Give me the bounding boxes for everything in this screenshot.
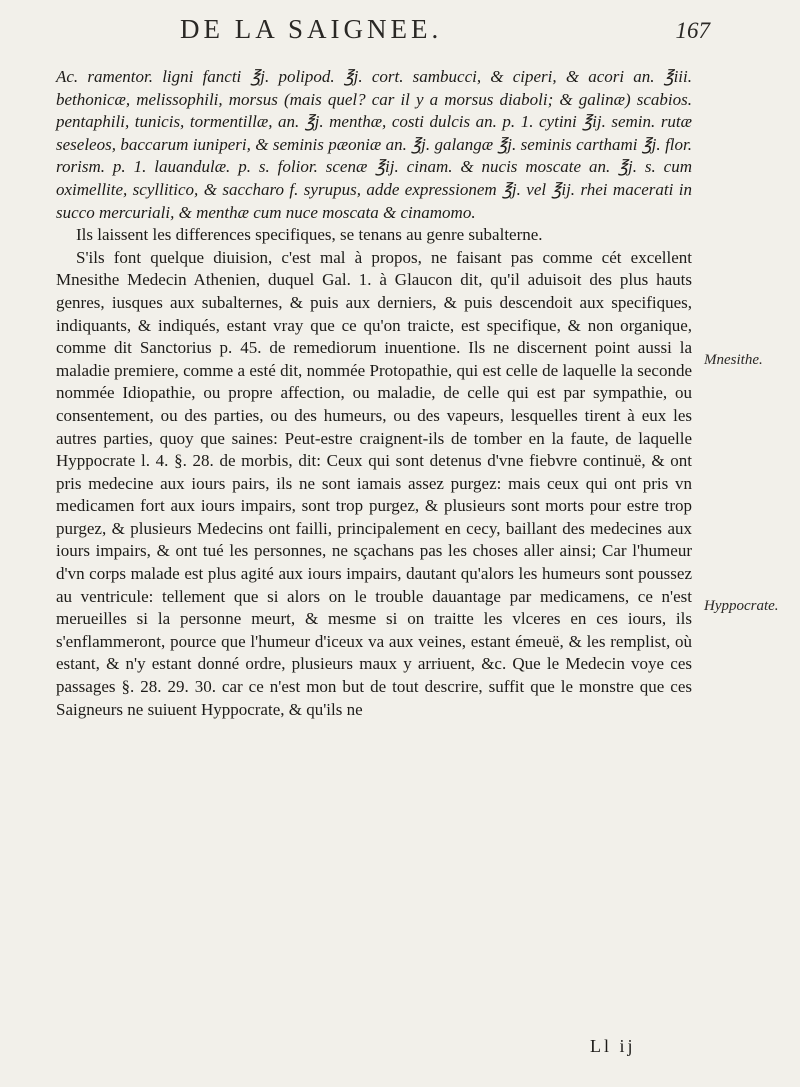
paragraph-main: S'ils font quelque diuision, c'est mal à propos, ne faisant pas comme cét excellent Mnesithe Medecin Athenien, duquel Gal. 1. à Glaucon dit, qu'il aduisoit des plus hauts genres, iusques aux subalternes, & puis aux derniers, & puis descendoit aux specifiques, indiquants, & indiqués, estant vray que ce qu'on traicte, est specifique, & non organique, comme dit Sanctorius p. 45. de remediorum inuentione. Ils ne discernent point aussi la maladie premiere, comme a esté dit, nommée Protopathie, qui est celle de laquelle la seconde nommée Idiopathie, ou propre affection, ou maladie, de celle qui est par sympathie, ou consentement, ou des parties, ou des humeurs, ou des vapeurs, lesquelles tirent à eux les autres parties, quoy que saines: Peut-estre craignent-ils de tomber en la faute, de laquelle Hyppocrate l. 4. §. 28. de morbis, dit: Ceux qui sont detenus d'vne fiebvre continuë, & ont pris medecine aux iours pairs, ils ne sont iamais assez purgez: mais ceux qui ont pris vn medicamen fort aux iours impairs, sont trop purgez, & plusieurs sont morts pour estre trop purgez, & plusieurs Medecins ont failli, principalement en cecy, baillant des medecines aux iours impairs, & ont tué les personnes, ne sçachans pas les choses aller ainsi; Car l'humeur d'vn corps malade est plus agité aux iours impairs, dautant qu'alors les humeurs sont poussez au ventricule: tellement que si alors on le trouble dauantage par medicamens, ce n'est merueilles si la personne meurt, & mesme si on traitte les vlceres en ces iours, ils s'enflammeront, pource que l'humeur d'iceux va aux veines, estant émeuë, & les remplist, où estant, & n'y estant donné ordre, plusieurs maux y arriuent, &c. Que le Medecin voye ces passages §. 28. 29. 30. car ce n'est mon but de tout descrire, suffit que le monstre que ces Saigneurs ne suiuent Hyppocrate, & qu'ils ne [56,247,692,719]
page-header [180,14,710,54]
running-head: DE LA SAIGNEE. [180,14,443,44]
signature-mark: Ll ij [590,1036,636,1056]
margin-note-hyppocrate: Hyppocrate. [704,598,779,614]
body-text [56,66,692,721]
margin-note-mnesithe: Mnesithe. [704,352,763,368]
latin-recipe-paragraph: Ac. ramentor. ligni fancti ℥j. polipod. ℥j. cort. sambucci, & ciperi, & acori an. ℥iii. bethonicæ, melissophili, morsus (mais quel? car il y a morsus diaboli; & galinæ) scabios. pentaphili, tunicis, tormentillæ, an. ℥j. menthæ, costi dulcis an. p. 1. cytini ℥ij. semin. rutæ seseleos, baccarum iuniperi, & seminis pæoniæ an. ℥j. galangæ ℥j. seminis carthami ℥j. flor. rorism. p. 1. lauandulæ. p. s. folior. scenæ ℥ij. cinam. & nucis moscate an. ℥j. s. cum oximellite, scyllitico, & saccharo f. syrupus, adde expressionem ℥j. vel ℥ij. rhei macerati in succo mercuriali, & menthæ cum nuce moscata & cinamomo. [56,67,692,222]
paragraph-differences: Ils laissent les differences specifiques, se tenans au genre subalterne. [76,225,543,245]
page-number: 167 [675,18,710,43]
